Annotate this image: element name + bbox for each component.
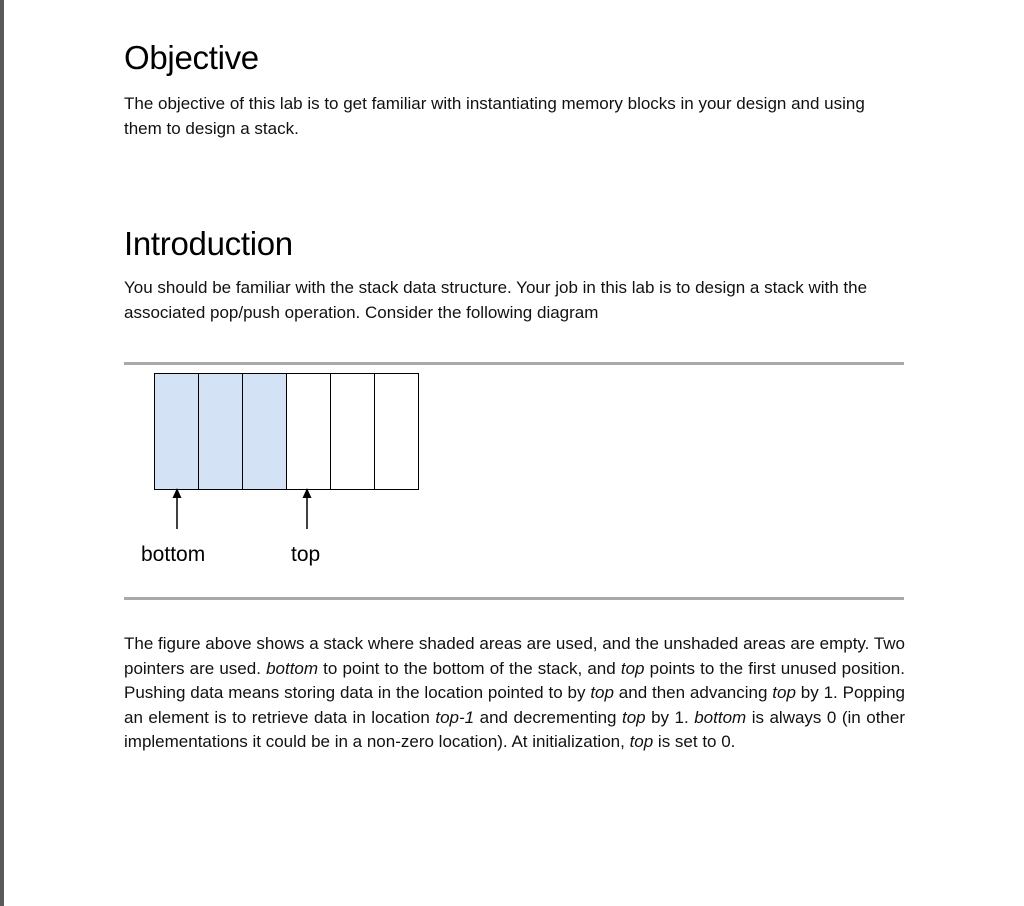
- stack-cell-4: [330, 373, 375, 490]
- top-minus-one-term: top-1: [435, 707, 475, 727]
- description-text: The figure above shows a stack where shaded areas are used, and the unshaded areas are empty. Two pointers are used.: [124, 634, 905, 678]
- description-text: points to the first unused position. Pushing data means storing data in the location pointed to by: [124, 658, 905, 702]
- objective-paragraph: The objective of this lab is to get familiar with instantiating memory blocks in your design and using them to design a stack.: [124, 94, 865, 138]
- objective-heading: Objective: [124, 39, 259, 76]
- bottom-label: bottom: [141, 543, 206, 566]
- description-text: is always 0 (in other implementations it could be in a non-zero location). At initialization,: [124, 707, 905, 751]
- description-text: to point to the bottom of the stack, and: [318, 658, 621, 678]
- top-label: top: [291, 543, 321, 566]
- top-term: top: [590, 683, 614, 702]
- introduction-paragraph: You should be familiar with the stack data structure. Your job in this lab is to design a stack with the associated pop/push operation. Consider the following diagram: [124, 278, 868, 322]
- figure-bottom-rule: [124, 597, 904, 600]
- description-text: is set to 0.: [653, 732, 736, 751]
- stack-cell-0: [154, 373, 199, 490]
- description-text: by 1.: [645, 707, 695, 727]
- bottom-term: bottom: [266, 658, 319, 678]
- description-text: and then advancing: [613, 683, 773, 702]
- top-term: top: [772, 683, 796, 702]
- introduction-heading: Introduction: [124, 225, 293, 262]
- description-text: and decrementing: [474, 707, 622, 727]
- top-term: top: [629, 732, 654, 751]
- top-term: top: [621, 707, 646, 727]
- stack-cell-3: [286, 373, 331, 490]
- viewer-left-edge: [0, 0, 4, 906]
- bottom-pointer-arrow-icon: [170, 488, 184, 532]
- bottom-term: bottom: [694, 707, 747, 727]
- stack-cell-5: [374, 373, 419, 490]
- description-paragraph: [124, 632, 905, 755]
- stack-cell-1: [198, 373, 243, 490]
- top-term: top: [620, 658, 645, 678]
- stack-cell-2: [242, 373, 287, 490]
- figure-top-rule: [124, 362, 904, 365]
- description-text: by 1. Popping an element is to retrieve data in location: [124, 683, 905, 727]
- top-pointer-arrow-icon: [300, 488, 314, 532]
